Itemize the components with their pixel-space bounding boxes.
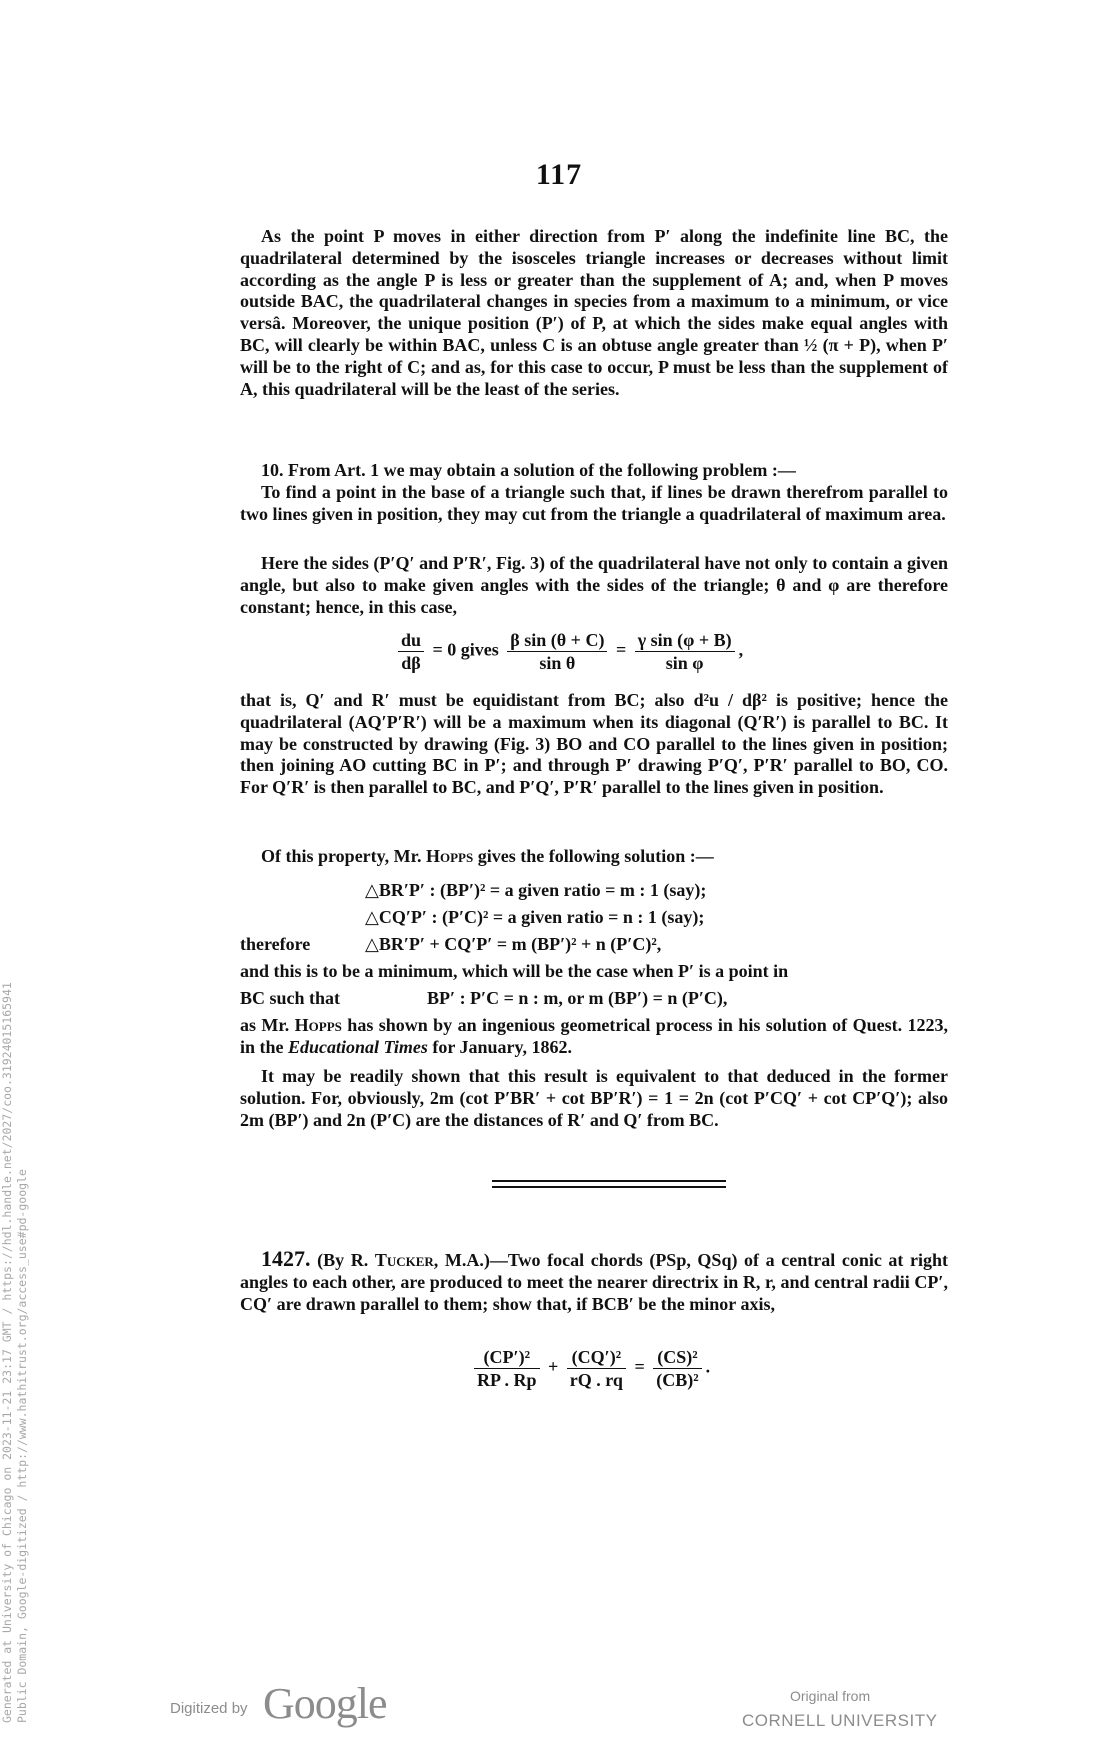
numerator: du [398,629,424,652]
numerator: (CP′)² [474,1346,540,1369]
watermark-line: Generated at University of Chicago on 2023-11-21 23:17 GMT / https://hdl.handle.net/2027/coo.31924015165941 [0,982,14,1723]
equation-1 [394,629,743,674]
paragraph-text: Here the sides (P′Q′ and P′R′, Fig. 3) of the quadrilateral have not only to contain a given angle, but also to make given angles with the sides of the triangle; θ and φ are therefore constant; hence, in this case, [240,553,948,617]
equation-text: + [548,1356,559,1377]
watermark-line: Public Domain, Google-digitized / http://www.hathitrust.org/access_use#pd-google [15,1169,29,1723]
denominator: sin φ [665,653,704,673]
equation-fraction [398,629,424,674]
text-run: Two focal chords (PSp, QSq) of a central conic at right angles to each other, are produced to meet the nearer directrix in R, r, and central radii CP′, CQ′ are drawn parallel to them; show that, if BCB′ be the minor axis, [240,1250,949,1314]
journal-title: Educational Times [288,1036,428,1057]
paragraph-4 [240,690,948,799]
equation-text: , [738,639,744,660]
author-name: Hopps [294,1015,342,1035]
original-from-label: Original from [790,1688,871,1704]
question-number: 1427. [261,1246,311,1271]
paragraph-3 [240,553,948,618]
denominator: rQ . rq [569,1370,623,1390]
paragraph-2 [240,460,948,525]
equation-2c: △BR′P′ + CQ′P′ = m (BP′)² + n (P′C)², [365,934,662,954]
problem-statement: To find a point in the base of a triangle such that, if lines be drawn therefrom parallel to two lines given in position, they may cut from the triangle a quadrilateral of maximum area. [240,481,948,524]
denominator: dβ [401,653,421,673]
denominator: (CB)² [656,1370,699,1390]
equation-fraction [653,1346,701,1391]
equation-fraction [474,1346,540,1391]
text-run: (By R. [317,1250,375,1270]
google-logo: Google [263,1679,387,1728]
paragraph-8 [240,1066,948,1131]
paragraph-text: that is, Q′ and R′ must be equidistant from BC; also d²u / dβ² is positive; hence the quadrilateral (AQ′P′R′) will be a maximum when its diagonal (Q′R′) is parallel to BC. It may be constructed by drawing (Fig. 3) BO and CO parallel to the lines given in position; then joining AO cutting BC in P′; and through P′ drawing P′Q′, P′R′ parallel to BO, CO. For Q′R′ is then parallel to BC, and P′Q′, P′R′ parallel to the lines given in position. [240,690,948,798]
equation-text: . [705,1356,711,1377]
equation-3: BP′ : P′C = n : m, or m (BP′) = n (P′C), [427,988,728,1008]
text-run: Of this property, Mr. [261,846,426,866]
equation-text: = [634,1356,645,1377]
paragraph-text [240,1015,948,1059]
page-number: 117 [535,158,583,191]
section-divider [492,1180,726,1182]
question-text [240,1248,948,1315]
paragraph-text: It may be readily shown that this result is equivalent to that deduced in the former solution. For, obviously, 2m (cot P′BR′ + cot BP′R′) = 1 = 2n (cot P′CQ′ + cot CP′Q′); also 2m (BP′) and 2n (P′C) are the distances of R′ and Q′ from BC. [240,1066,948,1130]
paragraph-6 [240,961,948,983]
article-heading: 10. From Art. 1 we may obtain a solution of the following problem :— [261,460,796,480]
numerator: γ sin (φ + B) [635,629,735,652]
question-1427 [240,1248,948,1315]
equation-2b: △CQ′P′ : (P′C)² = a given ratio = n : 1 (say); [365,907,705,927]
numerator: β sin (θ + C) [507,629,607,652]
paragraph-5 [240,846,948,868]
text-run: gives the following solution :— [473,846,714,866]
numerator: (CQ′)² [567,1346,626,1369]
author-name: Hopps [426,846,474,866]
paragraph-7 [240,1015,948,1059]
text-run: has shown by an ingenious geometrical process in his solution of Quest. 1223, in the [240,1015,948,1057]
paragraph-1 [240,226,948,400]
numerator: (CS)² [653,1346,701,1369]
text-run: for January, 1862. [427,1036,573,1057]
side-watermark [0,845,30,1745]
equation-fraction [635,629,735,674]
equation-4 [470,1346,710,1391]
equation-2c-label: therefore [240,934,311,954]
digitized-by-label: Digitized by [170,1700,248,1717]
equation-3-label: BC such that [240,988,341,1008]
equation-text: = [615,639,627,660]
denominator: RP . Rp [477,1370,537,1390]
equation-2a: △BR′P′ : (BP′)² = a given ratio = m : 1 (say); [365,880,707,900]
section-divider [492,1186,726,1188]
paragraph-text [240,846,948,868]
text-run: as Mr. [240,1015,295,1035]
equation-fraction [567,1346,626,1391]
paragraph-text: and this is to be a minimum, which will be the case when P′ is a point in [240,961,789,981]
equation-text: = 0 gives [432,639,499,660]
author-name: Tucker [374,1250,434,1270]
denominator: sin θ [539,653,576,673]
university-label: CORNELL UNIVERSITY [742,1711,938,1730]
equation-fraction [507,629,607,674]
paragraph-text: As the point P moves in either direction from P′ along the indefinite line BC, the quadrilateral determined by the isosceles triangle increases or decreases without limit according as the angle P is less or greater than the supplement of A; and, when P moves outside BAC, the quadrilateral changes in species from a maximum to a minimum, or vice versâ. Moreover, the unique position (P′) of P, at which the sides make equal angles with BC, will clearly be within BAC, unless C is an obtuse angle greater than ½ (π + P), when P′ will be to the right of C; and as, for this case to occur, P must be less than the supplement of A, this quadrilateral will be the least of the series. [240,226,948,399]
text-run: , M.A.)— [433,1250,508,1270]
